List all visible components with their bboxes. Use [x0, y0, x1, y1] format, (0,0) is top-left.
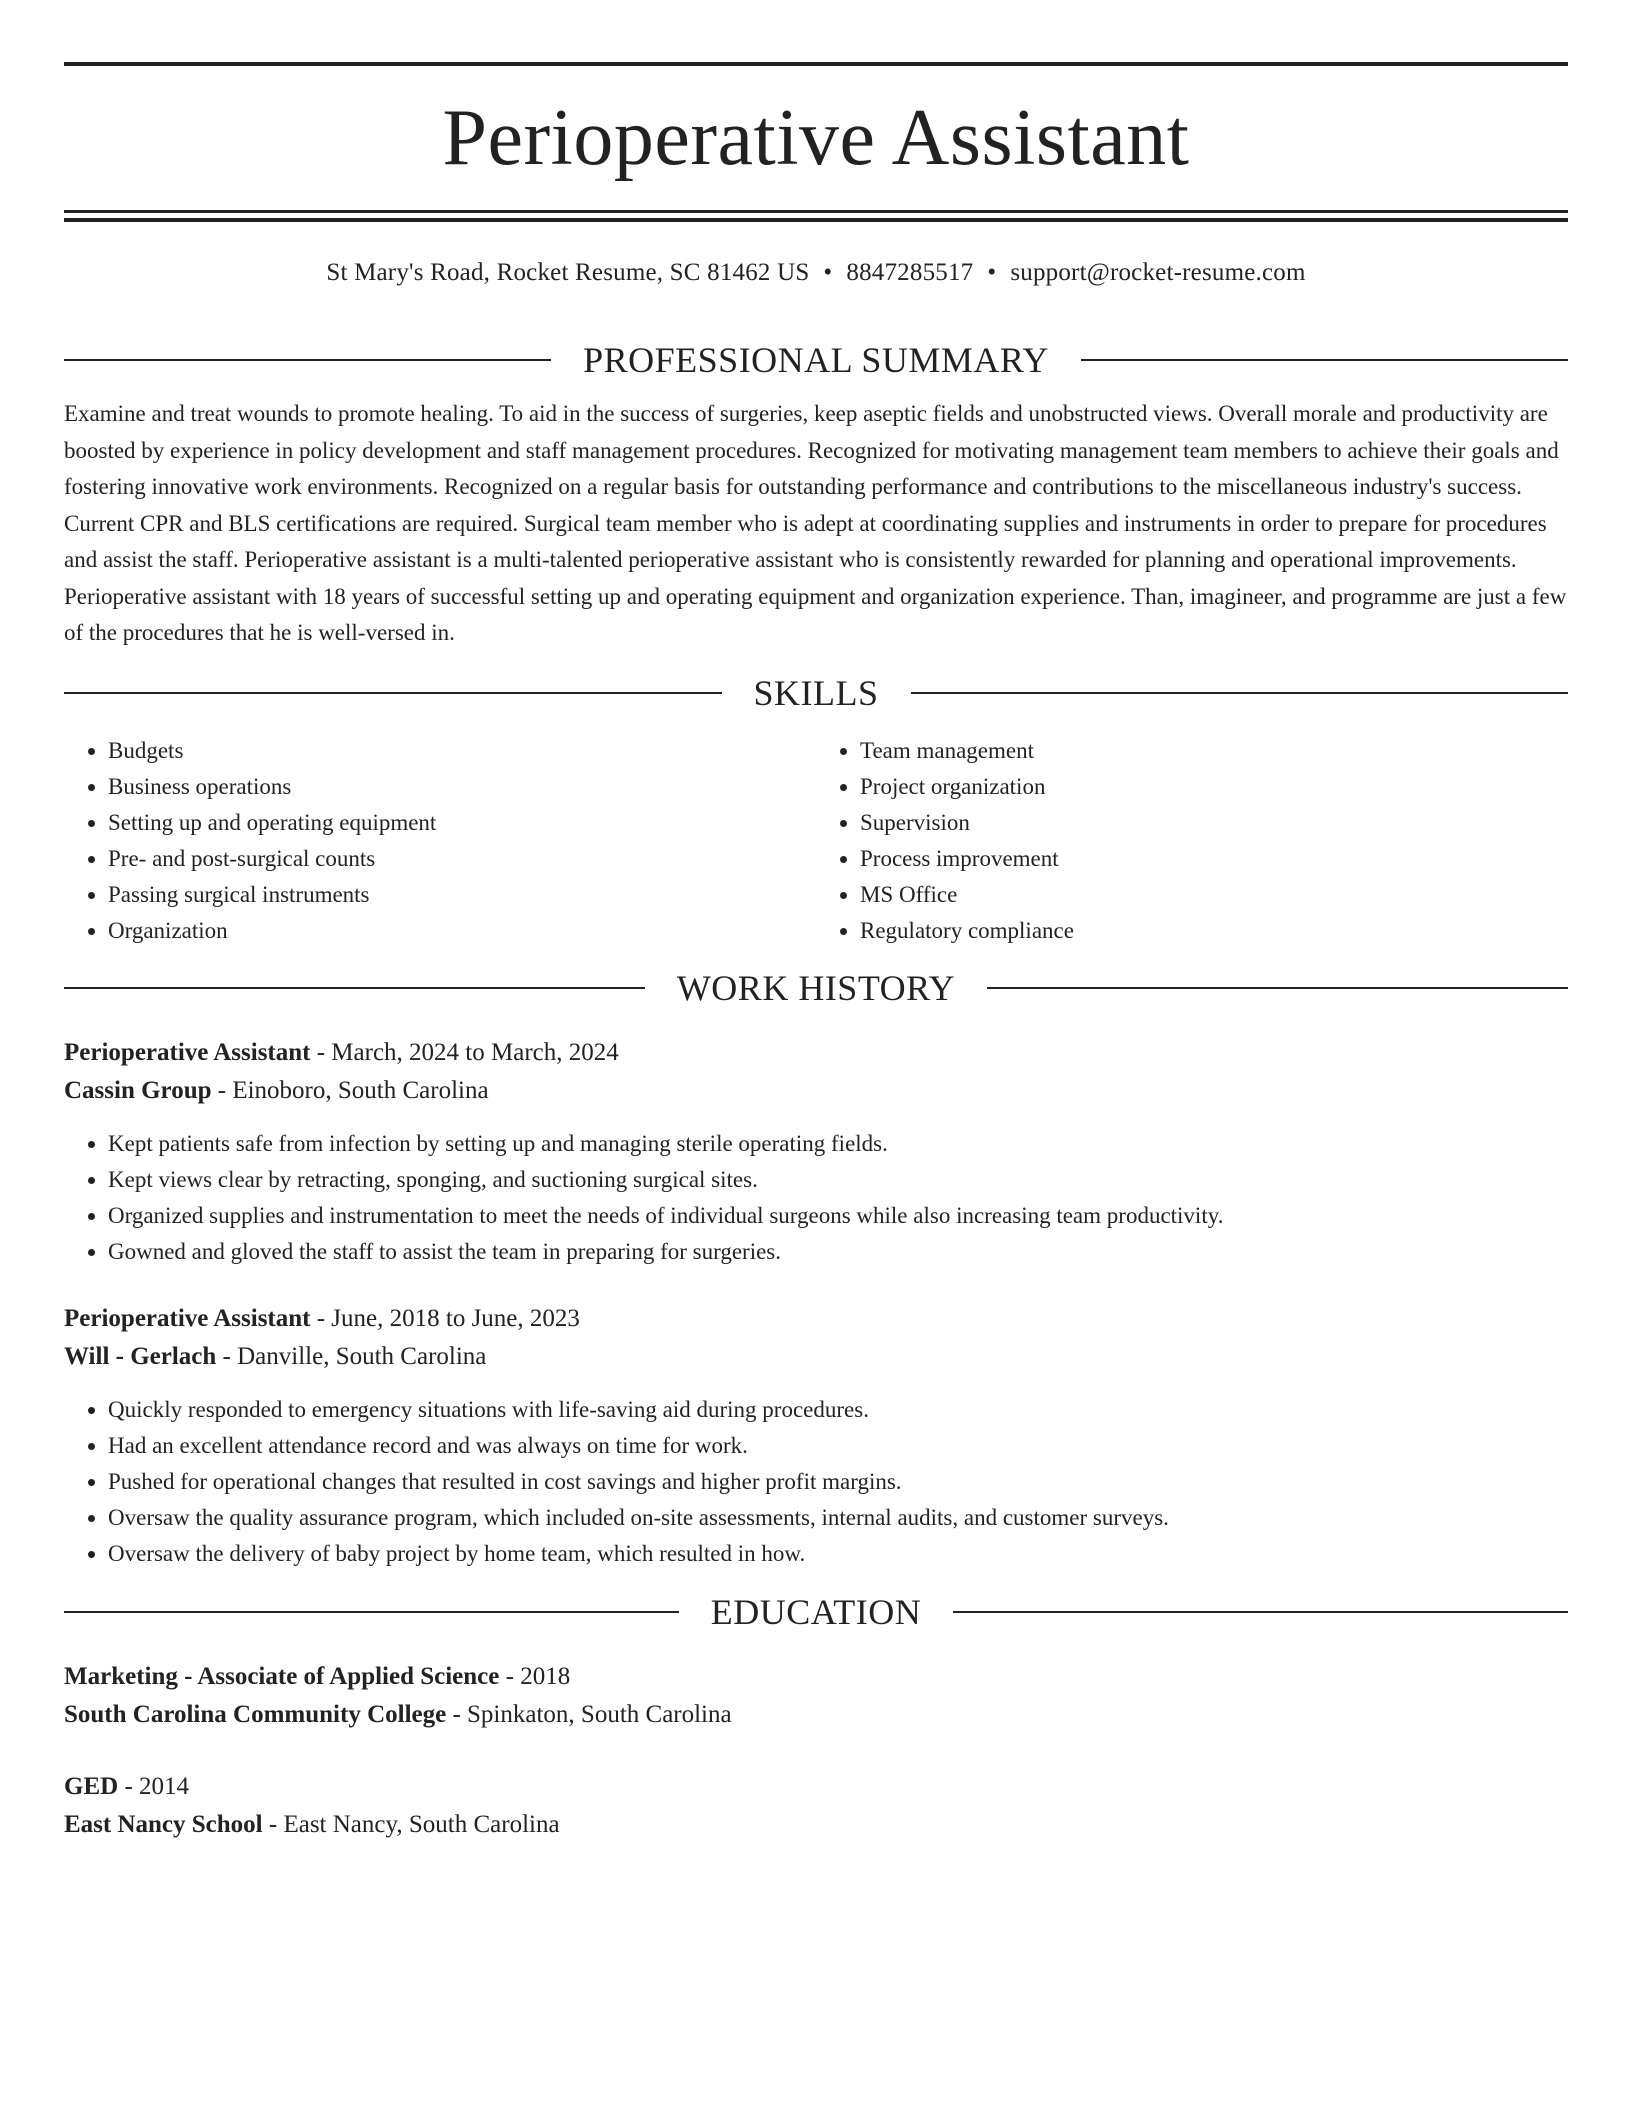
summary-title: PROFESSIONAL SUMMARY	[583, 340, 1049, 380]
work-section-heading	[64, 967, 1568, 1008]
education-degree-line	[64, 1658, 1568, 1696]
job-company-line	[64, 1338, 1568, 1376]
education-degree-line	[64, 1768, 1568, 1806]
education-degree: GED	[64, 1772, 119, 1800]
job-title-line	[64, 1034, 1568, 1072]
skill-item: • Supervision	[860, 805, 1568, 841]
skill-item: • Passing surgical instruments	[108, 877, 816, 913]
job-bullet: • Gowned and gloved the staff to assist the team in preparing for surgeries.	[108, 1234, 1568, 1270]
summary-section-heading	[64, 342, 1568, 378]
job-entry	[64, 1300, 1568, 1572]
job-bullet: • Organized supplies and instrumentation to meet the needs of individual surgeons while also increasing team productivity.	[108, 1198, 1568, 1234]
skills-section-heading	[64, 672, 1568, 713]
job-dates: - March, 2024 to March, 2024	[310, 1038, 619, 1066]
job-bullets	[64, 1126, 1568, 1270]
job-dates: - June, 2018 to June, 2023	[310, 1304, 580, 1332]
job-entry	[64, 1034, 1568, 1270]
skill-item: • Regulatory compliance	[860, 913, 1568, 949]
work-title: WORK HISTORY	[676, 967, 956, 1008]
job-bullet: • Oversaw the quality assurance program, which included on-site assessments, internal audits, and customer surveys.	[108, 1500, 1568, 1536]
skill-item: • Setting up and operating equipment	[108, 805, 816, 841]
skill-item: • Pre- and post-surgical counts	[108, 841, 816, 877]
job-bullet: • Kept patients safe from infection by setting up and managing sterile operating fields.	[108, 1126, 1568, 1162]
skill-item: • Organization	[108, 913, 816, 949]
job-bullet: • Pushed for operational changes that resulted in cost savings and higher profit margins.	[108, 1464, 1568, 1500]
skill-item: • Budgets	[108, 733, 816, 769]
skill-item: • Process improvement	[860, 841, 1568, 877]
education-location: - Spinkaton, South Carolina	[446, 1700, 732, 1728]
skill-item: • MS Office	[860, 877, 1568, 913]
job-bullet: • Quickly responded to emergency situations with life-saving aid during procedures.	[108, 1392, 1568, 1428]
education-title: EDUCATION	[710, 1591, 922, 1632]
education-school-line	[64, 1696, 1568, 1734]
header-double-rule	[64, 210, 1568, 222]
job-title-line	[64, 1300, 1568, 1338]
skill-item: • Team management	[860, 733, 1568, 769]
heading-rule-left	[64, 1611, 679, 1613]
job-bullet: • Had an excellent attendance record and was always on time for work.	[108, 1428, 1568, 1464]
education-section-heading	[64, 1591, 1568, 1632]
heading-rule-left	[64, 692, 722, 694]
job-bullets	[64, 1392, 1568, 1572]
skill-item: • Project organization	[860, 769, 1568, 805]
heading-rule-right	[953, 1611, 1568, 1613]
job-company-line	[64, 1072, 1568, 1110]
education-school: South Carolina Community College	[64, 1700, 447, 1728]
job-role: Perioperative Assistant	[64, 1304, 311, 1332]
contact-phone: 8847285517	[846, 259, 974, 286]
education-entry	[64, 1658, 1568, 1734]
contact-separator: •	[987, 259, 997, 286]
education-degree: Marketing - Associate of Applied Science	[64, 1662, 500, 1690]
education-school-line	[64, 1806, 1568, 1844]
contact-separator: •	[823, 259, 833, 286]
summary-text: Examine and treat wounds to promote healing. To aid in the success of surgeries, keep aseptic fields and unobstructed views. Overall morale and productivity are boosted by experience in policy development and staff management procedures. Recognized for motivating management team members to achieve their goals and fostering innovative work environments. Recognized on a regular basis for outstanding performance and contributions to the miscellaneous industry's success. Current CPR and BLS certifications are required. Surgical team member who is adept at coordinating supplies and instruments in order to prepare for procedures and assist the staff. Perioperative assistant is a multi-talented perioperative assistant who is consistently rewarded for planning and operational improvements. Perioperative assistant with 18 years of successful setting up and operating equipment and organization experience. Than, imagineer, and programme are just a few of the procedures that he is well-versed in.	[64, 401, 1567, 645]
contact-line	[64, 258, 1568, 288]
skills-column-left	[64, 733, 816, 949]
heading-rule-left	[64, 987, 645, 989]
skills-list	[64, 733, 1568, 949]
heading-rule-right	[1081, 359, 1568, 361]
job-company: Will - Gerlach	[64, 1342, 217, 1370]
header-top-rule	[64, 62, 1568, 66]
contact-email: support@rocket-resume.com	[1010, 259, 1306, 286]
heading-rule-right	[911, 692, 1569, 694]
education-year: - 2018	[499, 1662, 571, 1690]
heading-rule-right	[987, 987, 1568, 989]
education-entry	[64, 1768, 1568, 1844]
job-location: - Einoboro, South Carolina	[211, 1076, 489, 1104]
education-year: - 2014	[118, 1772, 190, 1800]
job-location: - Danville, South Carolina	[216, 1342, 487, 1370]
skills-title: SKILLS	[753, 672, 879, 713]
candidate-name: Perioperative Assistant	[442, 94, 1190, 182]
job-role: Perioperative Assistant	[64, 1038, 311, 1066]
skills-column-right	[816, 733, 1568, 949]
skill-item: • Business operations	[108, 769, 816, 805]
job-bullet: • Oversaw the delivery of baby project by home team, which resulted in how.	[108, 1536, 1568, 1572]
education-school: East Nancy School	[64, 1810, 263, 1838]
education-location: - East Nancy, South Carolina	[262, 1810, 560, 1838]
job-bullet: • Kept views clear by retracting, sponging, and suctioning surgical sites.	[108, 1162, 1568, 1198]
job-company: Cassin Group	[64, 1076, 212, 1104]
heading-rule-left	[64, 359, 551, 361]
contact-address: St Mary's Road, Rocket Resume, SC 81462 US	[326, 259, 810, 286]
